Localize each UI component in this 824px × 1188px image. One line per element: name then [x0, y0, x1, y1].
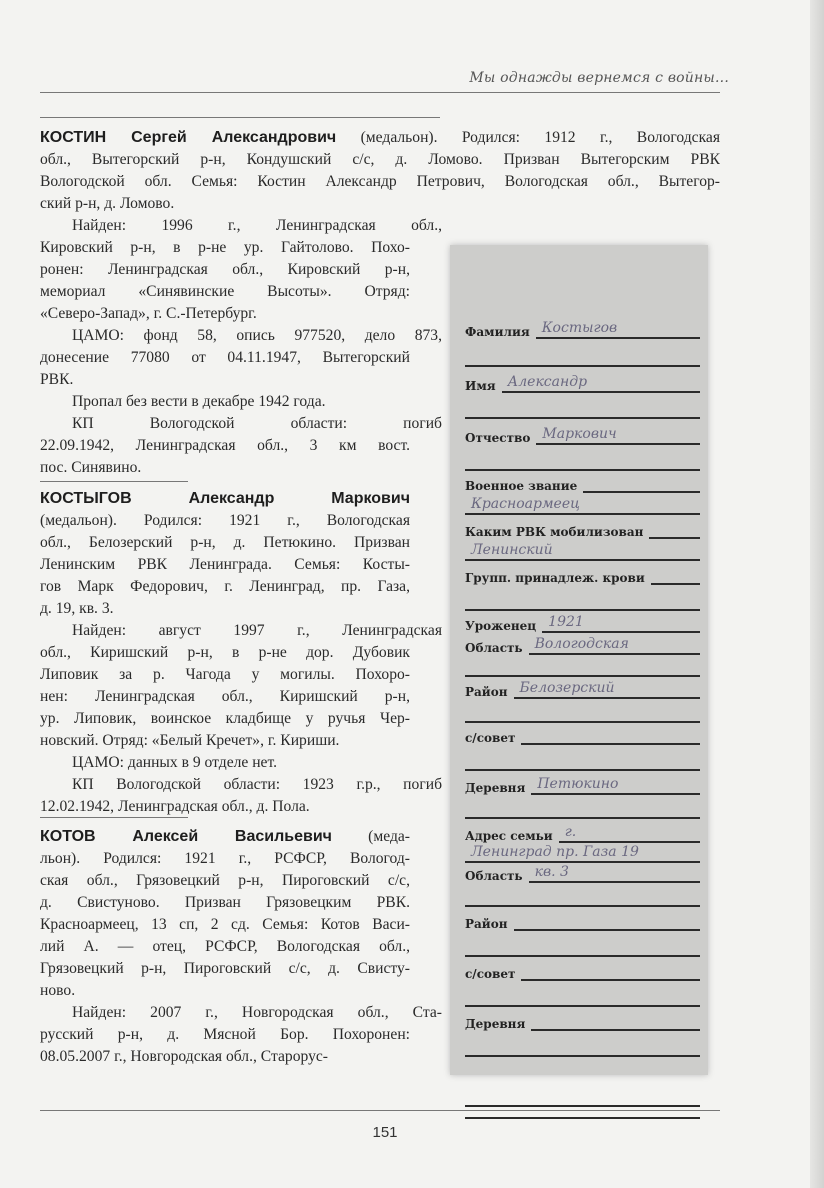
handwritten-value: 1921 — [548, 614, 584, 630]
text-line — [40, 127, 720, 149]
card-field — [465, 611, 700, 633]
text-line — [40, 1024, 410, 1046]
text-line — [40, 848, 410, 870]
card-field-line — [465, 749, 700, 771]
card-field-line — [465, 797, 700, 819]
line-text: КП Вологодской области: погиб — [72, 415, 442, 432]
card-field-line — [514, 677, 701, 699]
handwritten-value: Белозерский — [519, 680, 615, 696]
card-field-label: Военное звание — [465, 479, 578, 493]
card-field-line — [465, 841, 700, 863]
card-field — [465, 539, 700, 561]
card-field-line — [502, 371, 700, 393]
card-field — [465, 885, 700, 907]
card-field — [465, 935, 700, 957]
text-line — [40, 435, 410, 457]
text-line — [40, 237, 410, 259]
text-line — [40, 752, 442, 774]
text-line — [40, 892, 410, 914]
card-field — [465, 655, 700, 677]
handwritten-value: Маркович — [542, 426, 617, 442]
line-text: Найден: август 1997 г., Ленинградская — [72, 622, 442, 639]
person-name: КОСТЫГОВ Александр Маркович — [40, 490, 410, 507]
card-field — [465, 563, 700, 585]
card-field-line — [521, 723, 700, 745]
card-field-line — [465, 345, 700, 367]
text-line — [40, 774, 442, 796]
card-field-line — [465, 1097, 700, 1119]
card-field — [465, 471, 700, 493]
card-field-line — [465, 701, 700, 723]
line-text: д. Свистуново. Призван Грязовецким РВК. — [40, 894, 410, 911]
handwritten-value: г. — [564, 824, 577, 840]
card-field-label: Деревня — [465, 781, 526, 795]
text-line — [40, 215, 442, 237]
card-field-line — [536, 317, 700, 339]
page-number: 151 — [372, 1124, 398, 1141]
text-line — [40, 149, 720, 171]
text-line — [40, 488, 410, 510]
card-field-label: Район — [465, 917, 508, 931]
card-field — [465, 749, 700, 771]
text-line — [40, 413, 442, 435]
card-field-line — [465, 985, 700, 1007]
entry — [40, 488, 442, 818]
line-text: Найден: 1996 г., Ленинградская обл., — [72, 217, 442, 234]
line-text: Ленинским РВК Ленинграда. Семья: Косты- — [40, 556, 410, 573]
text-line — [40, 598, 410, 620]
card-field-label: с/совет — [465, 731, 516, 745]
handwritten-value: Петюкино — [537, 776, 619, 792]
line-text: ский р-н, д. Ломово. — [40, 195, 175, 212]
text-line — [40, 554, 410, 576]
card-field-line — [465, 589, 700, 611]
text-line — [40, 826, 410, 848]
line-text: донесение 77080 от 04.11.1947, Вытегорский — [40, 349, 410, 366]
handwritten-value: Ленинский — [471, 542, 553, 558]
text-line — [40, 1002, 442, 1024]
header-rule — [40, 92, 720, 93]
text-line — [40, 457, 410, 479]
card-field-line — [649, 517, 700, 539]
line-text: ЦАМО: фонд 58, опись 977520, дело 873, — [72, 327, 442, 344]
line-text: «Северо-Запад», г. С.-Петербург. — [40, 305, 257, 322]
entry-paragraph — [40, 752, 442, 774]
text-line — [40, 708, 410, 730]
card-field-line — [465, 935, 700, 957]
line-text: обл., Вытегорский р-н, Кондушский с/с, д. Ломово. Призван Вытегорским РВК — [40, 151, 720, 168]
text-line — [40, 664, 410, 686]
line-text: 22.09.1942, Ленинградская обл., 3 км вост. — [40, 437, 410, 454]
card-field — [465, 423, 700, 445]
card-field — [465, 797, 700, 819]
footer-rule — [40, 1110, 720, 1111]
card-field — [465, 861, 700, 883]
text-line — [40, 620, 442, 642]
text-line — [40, 870, 410, 892]
line-text: льон). Родился: 1921 г., РСФСР, Вологод- — [40, 850, 410, 867]
card-field — [465, 449, 700, 471]
card-field-line — [559, 821, 700, 843]
card-field-label: Уроженец — [465, 619, 537, 633]
text-line — [40, 259, 410, 281]
card-field — [465, 985, 700, 1007]
card-field — [465, 701, 700, 723]
text-line — [40, 936, 410, 958]
entry-paragraph — [40, 127, 720, 215]
handwritten-value: кв. 3 — [534, 864, 569, 880]
line-text: ур. Липовик, воинское кладбище у ручья Чер- — [40, 710, 410, 727]
card-field-label: Каким РВК мобилизован — [465, 525, 644, 539]
card-field-line — [529, 633, 700, 655]
card-field-label: Область — [465, 869, 523, 883]
card-field — [465, 589, 700, 611]
text-line — [40, 796, 410, 818]
card-field-line — [465, 397, 700, 419]
handwritten-value: Александр — [507, 374, 588, 390]
card-field — [465, 841, 700, 863]
text-line — [40, 281, 410, 303]
handwritten-value: Костыгов — [541, 320, 618, 336]
card-field-line — [529, 861, 700, 883]
entry-divider — [40, 481, 188, 482]
line-text: (медальон). Родился: 1912 г., Вологодская — [336, 129, 720, 146]
line-text: новский. Отряд: «Белый Кречет», г. Кириши. — [40, 732, 340, 749]
card-field — [465, 317, 700, 339]
handwritten-value: Вологодская — [534, 636, 629, 652]
card-field-line — [521, 959, 700, 981]
card-field-line — [465, 539, 700, 561]
person-name: КОСТИН Сергей Александрович — [40, 129, 337, 146]
card-field — [465, 677, 700, 699]
text-line — [40, 193, 720, 215]
card-field — [465, 959, 700, 981]
card-field-line — [465, 655, 700, 677]
card-field-label: Деревня — [465, 1017, 526, 1031]
card-field — [465, 633, 700, 655]
text-line — [40, 391, 442, 413]
page-edge — [810, 0, 824, 1188]
text-line — [40, 347, 410, 369]
card-field-line — [465, 449, 700, 471]
card-field-line — [651, 563, 700, 585]
line-text: Пропал без вести в декабре 1942 года. — [72, 393, 326, 410]
line-text: Красноармеец, 13 сп, 2 сд. Семья: Котов Васи- — [40, 916, 410, 933]
line-text: гов Марк Федорович, г. Ленинград, пр. Газа, — [40, 578, 410, 595]
card-field — [465, 1035, 700, 1057]
line-text: нен: Ленинградская обл., Киришский р-н, — [40, 688, 410, 705]
entry-divider — [40, 117, 440, 118]
handwritten-value: Красноармеец — [471, 496, 580, 512]
text-line — [40, 325, 442, 347]
card-field-label: Фамилия — [465, 325, 530, 339]
line-text: Липовик за р. Чагода у могилы. Похоро- — [40, 666, 410, 683]
text-line — [40, 686, 410, 708]
line-text: Кировский р-н, в р-не ур. Гайтолово. Похо- — [40, 239, 410, 256]
card-field-label: Область — [465, 641, 523, 655]
line-text: 12.02.1942, Ленинградская обл., д. Пола. — [40, 798, 310, 815]
card-field — [465, 345, 700, 367]
card-field — [465, 773, 700, 795]
line-text: Вологодской обл. Семья: Костин Александр Петрович, Вологодская обл., Вытегор- — [40, 173, 720, 190]
card-field — [465, 909, 700, 931]
line-text: обл., Киришский р-н, в р-не дор. Дубовик — [40, 644, 410, 661]
text-line — [40, 914, 410, 936]
line-text: КП Вологодской области: 1923 г.р., погиб — [72, 776, 442, 793]
card-field-line — [514, 909, 701, 931]
card-field-label: Район — [465, 685, 508, 699]
entry-paragraph — [40, 1002, 442, 1068]
archive-card-photo — [450, 245, 708, 1075]
card-field-line — [542, 611, 700, 633]
line-text: ронен: Ленинградская обл., Кировский р-н, — [40, 261, 410, 278]
line-text: (меда- — [331, 828, 410, 845]
card-field — [465, 517, 700, 539]
text-line — [40, 171, 720, 193]
text-line — [40, 576, 410, 598]
card-field-line — [465, 885, 700, 907]
card-field — [465, 1097, 700, 1119]
entry-paragraph — [40, 774, 442, 818]
card-field — [465, 371, 700, 393]
line-text: 08.05.2007 г., Новгородская обл., Старорус- — [40, 1048, 328, 1065]
text-line — [40, 958, 410, 980]
line-text: (медальон). Родился: 1921 г., Вологодская — [40, 512, 410, 529]
text-line — [40, 532, 410, 554]
text-line — [40, 642, 410, 664]
card-field — [465, 397, 700, 419]
line-text: Найден: 2007 г., Новгородская обл., Ста- — [72, 1004, 442, 1021]
card-field — [465, 493, 700, 515]
text-line — [40, 730, 410, 752]
card-field-label: Групп. принадлеж. крови — [465, 571, 645, 585]
card-field — [465, 821, 700, 843]
line-text: русский р-н, д. Мясной Бор. Похоронен: — [40, 1026, 410, 1043]
card-field-line — [531, 773, 700, 795]
entry-paragraph — [40, 826, 442, 1002]
line-text: обл., Белозерский р-н, д. Петюкино. Призван — [40, 534, 410, 551]
line-text: Грязовецкий р-н, Пироговский с/с, д. Свисту- — [40, 960, 410, 977]
running-head: Мы однажды вернемся с войны... — [469, 70, 729, 86]
handwritten-value: Ленинград пр. Газа 19 — [471, 844, 639, 860]
card-field-line — [531, 1009, 700, 1031]
line-text: мемориал «Синявинские Высоты». Отряд: — [40, 283, 410, 300]
line-text: ново. — [40, 982, 76, 999]
line-text: ЦАМО: данных в 9 отделе нет. — [72, 754, 278, 771]
card-field — [465, 723, 700, 745]
line-text: лий А. — отец, РСФСР, Вологодская обл., — [40, 938, 410, 955]
card-field — [465, 1009, 700, 1031]
card-field-label: Адрес семьи — [465, 829, 553, 843]
card-field-line — [583, 471, 700, 493]
card-field-label: Отчество — [465, 431, 531, 445]
card-field-line — [465, 1035, 700, 1057]
card-field-line — [536, 423, 700, 445]
line-text: д. 19, кв. 3. — [40, 600, 114, 617]
line-text: РВК. — [40, 371, 74, 388]
card-field-label: с/совет — [465, 967, 516, 981]
text-line — [40, 980, 410, 1002]
entry-paragraph — [40, 488, 442, 620]
person-name: КОТОВ Алексей Васильевич — [40, 828, 332, 845]
text-line — [40, 510, 410, 532]
text-line — [40, 1046, 410, 1068]
entry — [40, 826, 442, 1068]
card-field-line — [465, 493, 700, 515]
entry-paragraph — [40, 620, 442, 752]
text-line — [40, 303, 410, 325]
text-line — [40, 369, 410, 391]
card-field-label: Имя — [465, 379, 496, 393]
line-text: пос. Синявино. — [40, 459, 142, 476]
line-text: ская обл., Грязовецкий р-н, Пироговский с/с, — [40, 872, 410, 889]
